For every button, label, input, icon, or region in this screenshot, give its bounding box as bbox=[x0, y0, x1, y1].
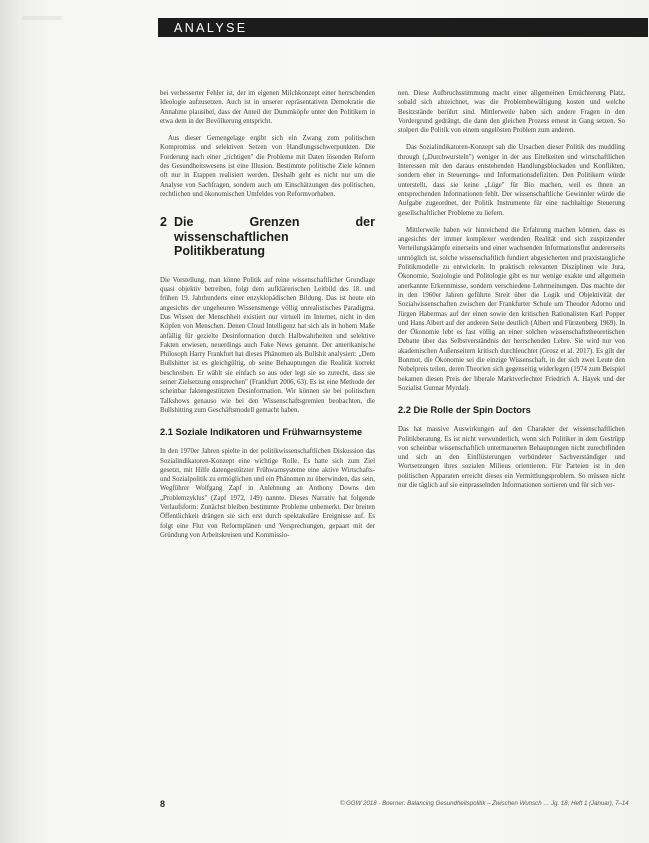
paragraph: bei verbesserter Fehler ist, der im eigenen Milchkonzept einer herrschenden Ideologie aufzusetzen. Auch ist in unserer repräsentativen Demokratie die Annahme plausibel, dass der Anteil der Dummköpfe unter den Politikern in etwa dem in der Bevölkerung entspricht. bbox=[160, 90, 375, 125]
footer-citation: © GGW 2018 · Boerner: Balancing Gesundheitspolitik – Zwischen Wunsch … Jg. 18, Heft 1 (Januar), 7–14 bbox=[340, 800, 629, 807]
paragraph: Die Vorstellung, man könne Politik auf reine wissenschaftlicher Grundlage quasi objektiv betreiben, folgt dem aufklärerischen Leitbild des 18. und frühen 19. Jahrhunderts einer enzyklopädischen Bildung. Das ist heute ein angesichts der ungeheuren Wissensmenge völlig unrealistisches Paradigma. Das Wissen der Menschheit existiert nur virtuell im Internet, nicht in den Köpfen von Menschen. Denen Cloud Intelligenz hat sich als in hohem Maße anfällig für gezielte Desinformation durch Halbwahrheiten und selektive Fakten erwiesen, neuerdings auch Fake News genannt. Der amerikanische Philosoph Harry Frankfurt hat dieses Phänomen als Bullshit analysiert: „Dem Bullshitter ist es gleichgültig, ob seine Behauptungen die Realität korrekt beschreiben. Er wählt sie einfach so aus oder legt sie so zurecht, dass sie seiner Zielsetzung entsprechen" (Frankfurt 2006, 63). Es ist eine Methode der scheinbar faktengestützten Desinformation. Wir können sie bei politischen Talkshows genauso wie bei den Wissenschaftsgremien beobachten, die Bullshitting zum Geschäftsmodell gemacht haben. bbox=[160, 276, 375, 414]
scan-smudge bbox=[22, 16, 62, 20]
paragraph: Aus dieser Gemengelage ergibt sich ein Zwang zum politischen Kompromiss und selektiven Setzen von Handlungsschwerpunkten. Die Forderung nach einer „richtigen" die Probleme mit Daten lösenden Reform des Gesundheitswesens ist eine Illusion. Bestimmte politische Ziele können oft nur in Etappen realisiert werden. Deshalb geht es nicht nur um die Analyse von Sachfragen, sondern auch um Einschätzungen des politischen, rechtlichen und ökonomischen Umfeldes von Reformvorhaben. bbox=[160, 135, 375, 198]
page-binding-shadow bbox=[0, 0, 20, 843]
section-label: ANALYSE bbox=[174, 21, 248, 35]
subsection-heading: 2.2 Die Rolle der Spin Doctors bbox=[398, 405, 531, 416]
left-column bbox=[160, 89, 375, 548]
section-heading bbox=[160, 215, 375, 259]
section-number: 2 bbox=[160, 215, 167, 230]
paragraph: Das hat massive Auswirkungen auf den Charakter der wissenschaftlichen Politikberatung. Es ist nicht verwunderlich, wenn sich Politiker in dem Gestrüpp von scheinbar wissenschaftlich untermauerten Behauptungen nicht zurechtfinden und sich an den Einflüsterungen verbündeter Sachverständiger und Wortsetzungen ihres sozialen Milieus orientieren. Für Parteien ist in den politischen Apparaten erreicht dieses ein Vermittlungsproblem. So müssen nicht nur die täglich auf sie einprasselnden Informationen sortieren und für sich ver- bbox=[398, 426, 625, 489]
paragraph: In den 1970er Jahren spielte in der politikwissenschaftlichen Diskussion das Sozialindikatoren-Konzept eine wichtige Rolle. Es hatte sich zum Ziel gesetzt, mit Hilfe datengestützter Frühwarnsysteme eine aktive Wirtschafts- und Sozialpolitik zu ermöglichen und ein Phänomen zu überwinden, das sein, Wegführer Wolfgang Zapf in Anlehnung an Anthony Downs den „Problemzyklus" (Zapf 1972, 149) nannte. Dieses Narrativ hat folgende Verlaufsform: Zunächst bleiben bestimmte Probleme unbemerkt. Der breiten Öffentlichkeit drängen sie sich erst durch spektakuläre Ereignisse auf. Es folgt eine Flut von Reformplänen und Versprechungen, gepaart mit der Gründung von Arbeitskreisen und Kommissio- bbox=[160, 448, 375, 539]
section-title: Die Grenzen der wissenschaftlichen Politikberatung bbox=[174, 215, 375, 259]
paragraph: Das Sozialindikatoren-Konzept sah die Ursachen dieser Politik des muddling through („Durchwursteln") weniger in der aus Eitelkeiten und wirtschaftlichen Interessen mit den daraus entstehenden Handlungsblockaden und Konflikten, sondern eher in Steuerungs- und Informationsdefiziten. Den Politikern würde unterstellt, dass sie keine „Lüge" für Bio machen, weil es ihnen an entsprechenden Informationen fehlt. Der wissenschaftliche Gewinnler würde die Aufgabe zugeordnet, der Politik Instrumente für eine nachhaltige Steuerung gesellschaftlicher Probleme zu liefern. bbox=[398, 144, 625, 217]
paragraph: nen. Diese Aufbruchsstimmung macht einer allgemeinen Ernüchterung Platz, sobald sich abzeichnet, was die Problembewältigung kosten und welche Besitzstände berührt sind. Mittlerweile haben sich andere Fragen in den Vordergrund gedrängt, die dann den gleichen Prozess erneut in Gang setzen. So stolpert die Politik von einem ungelösten Problem zum anderen. bbox=[398, 90, 625, 135]
page-number: 8 bbox=[160, 799, 166, 809]
subsection-heading: 2.1 Soziale Indikatoren und Frühwarnsysteme bbox=[160, 427, 363, 438]
paragraph: Mittlerweile haben wir hinreichend die Erfahrung machen können, dass es angesichts der immer komplexer werdenden Realität und sich zuspitzender Verteilungskämpfe einerseits und einer wachsenden Informationsflut andererseits unmöglich ist, solche wissenschaftlich fundiert abgesicherten und praxistaugliche Politikmodelle zu entwickeln. In praktisch relevanten Disziplinen wie Jura, Ökonomie, Soziologie und Politologie gibt es nur wenige exakte und allgemein anerkannte Erkenntnisse, sondern verschiedene Lehrmeinungen. Das machte der in den 1960er Jahren geführte Streit über die Logik und Objektivität der Sozialwissenschaften zwischen der Frankfurter Schule um Theodor Adorno und Jürgen Habermas auf der einen sowie den kritischen Rationalisten Karl Popper und Hans Albert auf der anderen Seite deutlich (Albert und Fürstenberg 1969). In der Ökonomie lebt es fast völlig an einer solchen wissenschaftstheoretischen Debatte über das Selbstverständnis der herrschenden Lehre. Sie wird nur von akademischen Außenseitern kritisch durchleuchtet (Grosz et al. 2017). Es gilt der Bonmot, die Ökonomie sei die einzige Wissenschaft, in der sich zwei Leute den Nobelpreis teilen, deren Theorien sich gegenseitig widerlegen (1974 zum Beispiel bekamen diesen Preis der liberale Marktverfechter Friedrich A. Hayek und der Sozialist Gunnar Myrdal). bbox=[398, 226, 625, 392]
right-column bbox=[398, 89, 625, 498]
